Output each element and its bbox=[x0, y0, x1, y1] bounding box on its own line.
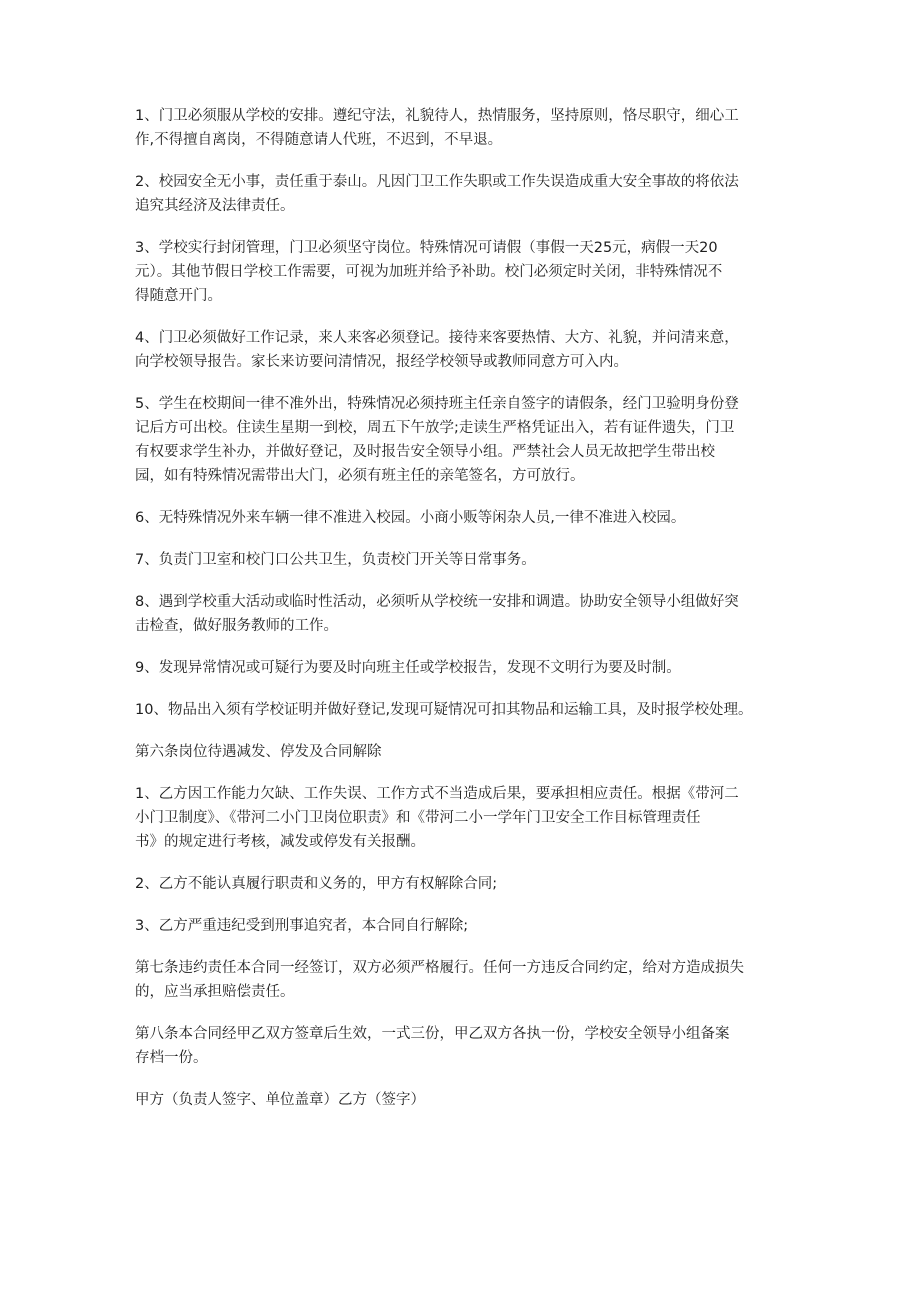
article-8 bbox=[135, 1022, 785, 1070]
text-line: 书》的规定进行考核，减发或停发有关报酬。 bbox=[135, 834, 425, 850]
clause-9 bbox=[135, 656, 785, 680]
text-line: 元）。其他节假日学校工作需要，可视为加班并给予补助。校门必须定时关闭，非特殊情况不 bbox=[135, 264, 723, 280]
text-line: 小门卫制度》、《带河二小门卫岗位职责》和《带河二小一学年门卫安全工作目标管理责任 bbox=[135, 810, 701, 826]
clause-8 bbox=[135, 590, 785, 638]
signature-line bbox=[135, 1088, 785, 1112]
clause-5 bbox=[135, 392, 785, 488]
clause-4 bbox=[135, 326, 785, 374]
text-line: 第六条岗位待遇减发、停发及合同解除 bbox=[135, 744, 382, 760]
article-6-item-1 bbox=[135, 782, 785, 854]
text-line: 存档一份。 bbox=[135, 1050, 208, 1066]
text-line: 追究其经济及法律责任。 bbox=[135, 198, 295, 214]
text-line: 甲方（负责人签字、单位盖章）乙方（签字） bbox=[135, 1092, 425, 1108]
text-line: 2、乙方不能认真履行职责和义务的，甲方有权解除合同; bbox=[135, 876, 498, 892]
text-line: 1、乙方因工作能力欠缺、工作失误、工作方式不当造成后果，要承担相应责任。根据《带河二 bbox=[135, 786, 739, 802]
text-line: 8、遇到学校重大活动或临时性活动，必须听从学校统一安排和调遣。协助安全领导小组做好突 bbox=[135, 594, 739, 610]
text-line: 作,不得擅自离岗，不得随意请人代班，不迟到，不早退。 bbox=[135, 132, 503, 148]
text-line: 4、门卫必须做好工作记录，来人来客必须登记。接待来客要热情、大方、礼貌，并问清来意， bbox=[135, 330, 739, 346]
text-line: 3、乙方严重违纪受到刑事追究者，本合同自行解除; bbox=[135, 918, 469, 934]
article-7 bbox=[135, 956, 785, 1004]
document-body bbox=[135, 104, 785, 1130]
text-line: 第七条违约责任本合同一经签订，双方必须严格履行。任何一方违反合同约定，给对方造成损失 bbox=[135, 960, 744, 976]
article-6-heading bbox=[135, 740, 785, 764]
text-line: 6、无特殊情况外来车辆一律不准进入校园。小商小贩等闲杂人员,一律不准进入校园。 bbox=[135, 510, 686, 526]
text-line: 的，应当承担赔偿责任。 bbox=[135, 984, 295, 1000]
text-line: 第八条本合同经甲乙双方签章后生效，一式三份，甲乙双方各执一份，学校安全领导小组备案 bbox=[135, 1026, 730, 1042]
clause-3 bbox=[135, 236, 785, 308]
clause-10 bbox=[135, 698, 785, 722]
text-line: 得随意开门。 bbox=[135, 288, 222, 304]
text-line: 有权要求学生补办，并做好登记，及时报告安全领导小组。严禁社会人员无故把学生带出校 bbox=[135, 444, 715, 460]
text-line: 2、校园安全无小事，责任重于泰山。凡因门卫工作失职或工作失误造成重大安全事故的将依法 bbox=[135, 174, 739, 190]
text-line: 园，如有特殊情况需带出大门，必须有班主任的亲笔签名，方可放行。 bbox=[135, 468, 585, 484]
text-line: 9、发现异常情况或可疑行为要及时向班主任或学校报告，发现不文明行为要及时制。 bbox=[135, 660, 681, 676]
text-line: 3、学校实行封闭管理，门卫必须坚守岗位。特殊情况可请假（事假一天25元，病假一天20 bbox=[135, 240, 718, 256]
text-line: 记后方可出校。住读生星期一到校，周五下午放学;走读生严格凭证出入，若有证件遗失，门卫 bbox=[135, 420, 735, 436]
text-line: 1、门卫必须服从学校的安排。遵纪守法，礼貌待人，热情服务，坚持原则，恪尽职守，细心工 bbox=[135, 108, 739, 124]
clause-1 bbox=[135, 104, 785, 152]
text-line: 击检查，做好服务教师的工作。 bbox=[135, 618, 338, 634]
clause-6 bbox=[135, 506, 785, 530]
article-6-item-3 bbox=[135, 914, 785, 938]
clause-7 bbox=[135, 548, 785, 572]
text-line: 7、负责门卫室和校门口公共卫生，负责校门开关等日常事务。 bbox=[135, 552, 536, 568]
text-line: 10、物品出入须有学校证明并做好登记,发现可疑情况可扣其物品和运输工具，及时报学校处理。 bbox=[135, 702, 753, 718]
text-line: 向学校领导报告。家长来访要问清情况，报经学校领导或教师同意方可入内。 bbox=[135, 354, 628, 370]
clause-2 bbox=[135, 170, 785, 218]
article-6-item-2 bbox=[135, 872, 785, 896]
text-line: 5、学生在校期间一律不准外出，特殊情况必须持班主任亲自签字的请假条，经门卫验明身份登 bbox=[135, 396, 739, 412]
